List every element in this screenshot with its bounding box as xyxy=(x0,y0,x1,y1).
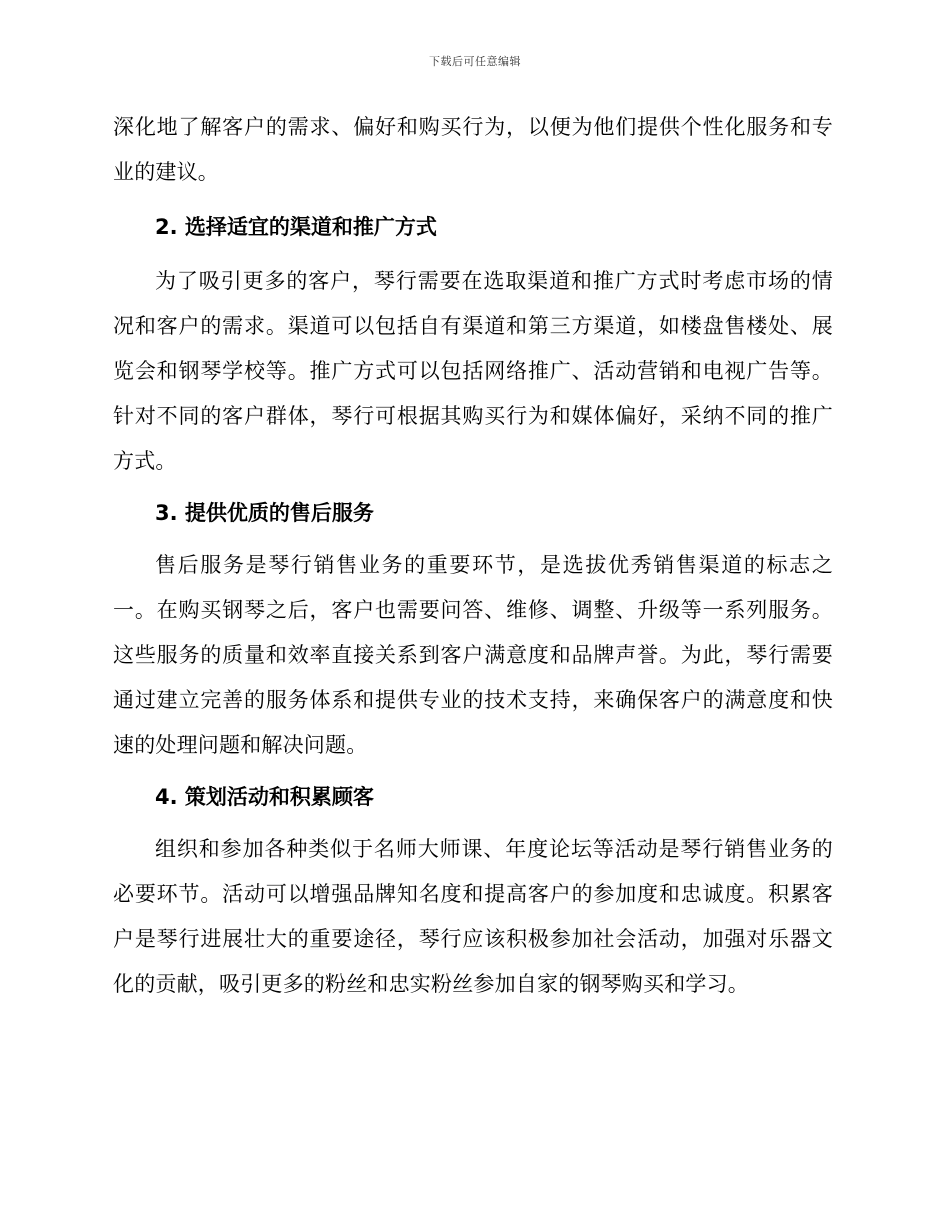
paragraph-intro-continuation: 深化地了解客户的需求、偏好和购买行为，以便为他们提供个性化服务和专业的建议。 xyxy=(113,115,833,184)
document-body xyxy=(113,105,833,1007)
section-heading-channels xyxy=(113,195,833,259)
heading-text: 2. 选择适宜的渠道和推广方式 xyxy=(155,214,437,239)
heading-text: 4. 策划活动和积累顾客 xyxy=(155,785,374,809)
heading-text: 3. 提供优质的售后服务 xyxy=(155,501,374,525)
paragraph-after-sales: 售后服务是琴行销售业务的重要环节，是选拔优秀销售渠道的标志之一。在购买钢琴之后，客户也需要问答、维修、调整、升级等一系列服务。这些服务的质量和效率直接关系到客户满意度和品牌声誉。为此，琴行需要通过建立完善的服务体系和提供专业的技术支持，来确保客户的满意度和快速的处理问题和解决问题。 xyxy=(113,553,833,757)
section-heading-events xyxy=(113,768,833,827)
section-heading-after-sales xyxy=(113,484,833,543)
paragraph-channels: 为了吸引更多的客户，琴行需要在选取渠道和推广方式时考虑市场的情况和客户的需求。渠道可以包括自有渠道和第三方渠道，如楼盘售楼处、展览会和钢琴学校等。推广方式可以包括网络推广、活动营销和电视广告等。针对不同的客户群体，琴行可根据其购买行为和媒体偏好，采纳不同的推广方式。 xyxy=(113,269,833,473)
running-header: 下载后可任意编辑 xyxy=(429,55,521,68)
paragraph-events: 组织和参加各种类似于名师大师课、年度论坛等活动是琴行销售业务的必要环节。活动可以增强品牌知名度和提高客户的参加度和忠诚度。积累客户是琴行进展壮大的重要途径，琴行应该积极参加社会活动，加强对乐器文化的贡献，吸引更多的粉丝和忠实粉丝参加自家的钢琴购买和学习。 xyxy=(113,837,833,996)
